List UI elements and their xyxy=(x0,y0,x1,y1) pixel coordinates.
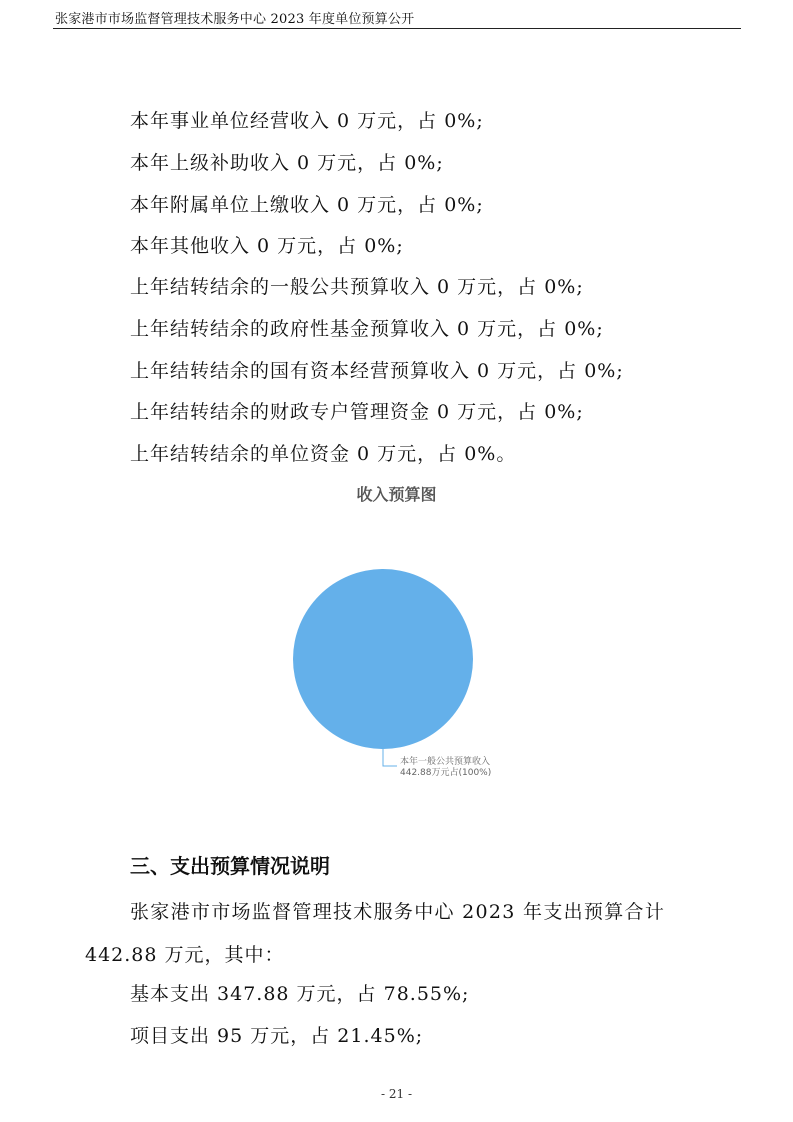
income-line: 上年结转结余的一般公共预算收入 0 万元，占 0%; xyxy=(130,276,584,298)
income-line: 本年其他收入 0 万元，占 0%; xyxy=(130,235,404,257)
income-line: 本年附属单位上缴收入 0 万元，占 0%; xyxy=(130,194,484,216)
income-line: 上年结转结余的财政专户管理资金 0 万元，占 0%; xyxy=(130,401,584,423)
pie-leader-line xyxy=(383,749,397,766)
section-heading: 三、支出预算情况说明 xyxy=(130,854,330,878)
pie-slice xyxy=(293,569,473,749)
income-line: 上年结转结余的国有资本经营预算收入 0 万元，占 0%; xyxy=(130,360,624,382)
page-header-title: 张家港市市场监督管理技术服务中心 2023 年度单位预算公开 xyxy=(55,12,415,27)
income-line: 上年结转结余的政府性基金预算收入 0 万元，占 0%; xyxy=(130,318,604,340)
income-line: 本年事业单位经营收入 0 万元，占 0%; xyxy=(130,110,484,132)
expenditure-item: 项目支出 95 万元，占 21.45%; xyxy=(130,1025,424,1047)
expenditure-item: 基本支出 347.88 万元，占 78.55%; xyxy=(130,983,470,1005)
pie-slice-label: 本年一般公共预算收入 xyxy=(400,757,491,767)
expenditure-paragraph-line: 442.88 万元，其中： xyxy=(85,944,285,966)
page-number: - 21 - xyxy=(380,1087,412,1101)
pie-slice-value-label: 442.88万元占(100%) xyxy=(400,768,492,778)
income-line: 本年上级补助收入 0 万元，占 0%; xyxy=(130,152,444,174)
chart-title: 收入预算图 xyxy=(356,485,437,504)
expenditure-paragraph-line: 张家港市市场监督管理技术服务中心 2023 年支出预算合计 xyxy=(130,901,666,923)
income-line: 上年结转结余的单位资金 0 万元，占 0%。 xyxy=(130,443,517,465)
